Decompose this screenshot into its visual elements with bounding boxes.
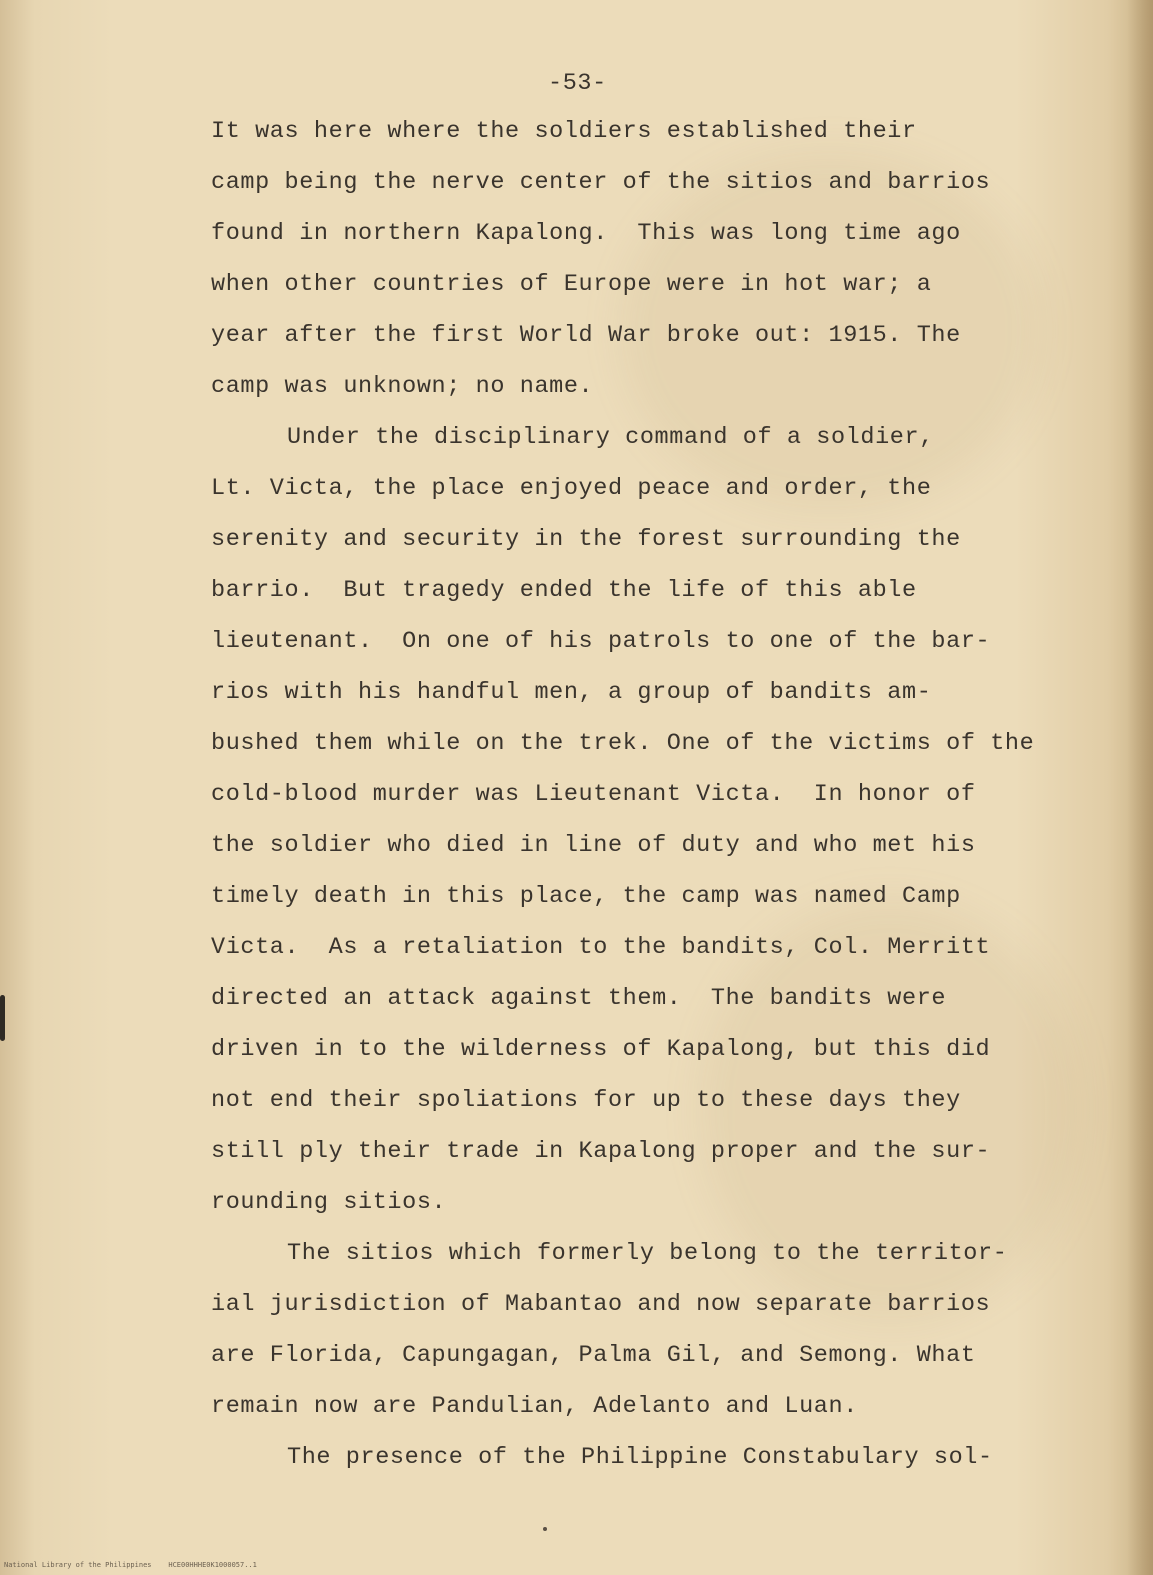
text-line: still ply their trade in Kapalong proper and the sur- [211,1138,991,1165]
page-number: -53- [548,70,607,97]
text-line: Lt. Victa, the place enjoyed peace and order, the [211,475,932,502]
text-line: The presence of the Philippine Constabulary sol- [287,1444,993,1471]
text-line: remain now are Pandulian, Adelanto and Luan. [211,1393,858,1420]
text-line: driven in to the wilderness of Kapalong, but this did [211,1036,991,1063]
text-line: cold-blood murder was Lieutenant Victa. In honor of [211,781,976,808]
binding-mark [0,995,5,1041]
text-line: barrio. But tragedy ended the life of this able [211,577,917,604]
page-edge-shadow [1127,0,1153,1575]
archive-footer: National Library of the Philippines HCE00HHHE0K1000057..1 [4,1561,257,1569]
ink-dot [543,1527,547,1531]
text-line: found in northern Kapalong. This was long time ago [211,220,961,247]
text-line: camp was unknown; no name. [211,373,594,400]
text-line: The sitios which formerly belong to the territor- [287,1240,1008,1267]
text-line: Under the disciplinary command of a soldier, [287,424,934,451]
text-line: rios with his handful men, a group of bandits am- [211,679,932,706]
text-line: camp being the nerve center of the sitios and barrios [211,169,991,196]
text-line: ial jurisdiction of Mabantao and now separate barrios [211,1291,991,1318]
text-line: not end their spoliations for up to these days they [211,1087,961,1114]
text-line: year after the first World War broke out: 1915. The [211,322,961,349]
text-line: bushed them while on the trek. One of the victims of the [211,730,1035,757]
text-line: It was here where the soldiers established their [211,118,917,145]
text-line: timely death in this place, the camp was named Camp [211,883,961,910]
text-line: the soldier who died in line of duty and who met his [211,832,976,859]
text-line: are Florida, Capungagan, Palma Gil, and Semong. What [211,1342,976,1369]
text-line: rounding sitios. [211,1189,447,1216]
text-line: Victa. As a retaliation to the bandits, Col. Merritt [211,934,991,961]
text-line: lieutenant. On one of his patrols to one of the bar- [211,628,991,655]
text-line: directed an attack against them. The bandits were [211,985,947,1012]
text-line: serenity and security in the forest surrounding the [211,526,961,553]
text-line: when other countries of Europe were in hot war; a [211,271,932,298]
